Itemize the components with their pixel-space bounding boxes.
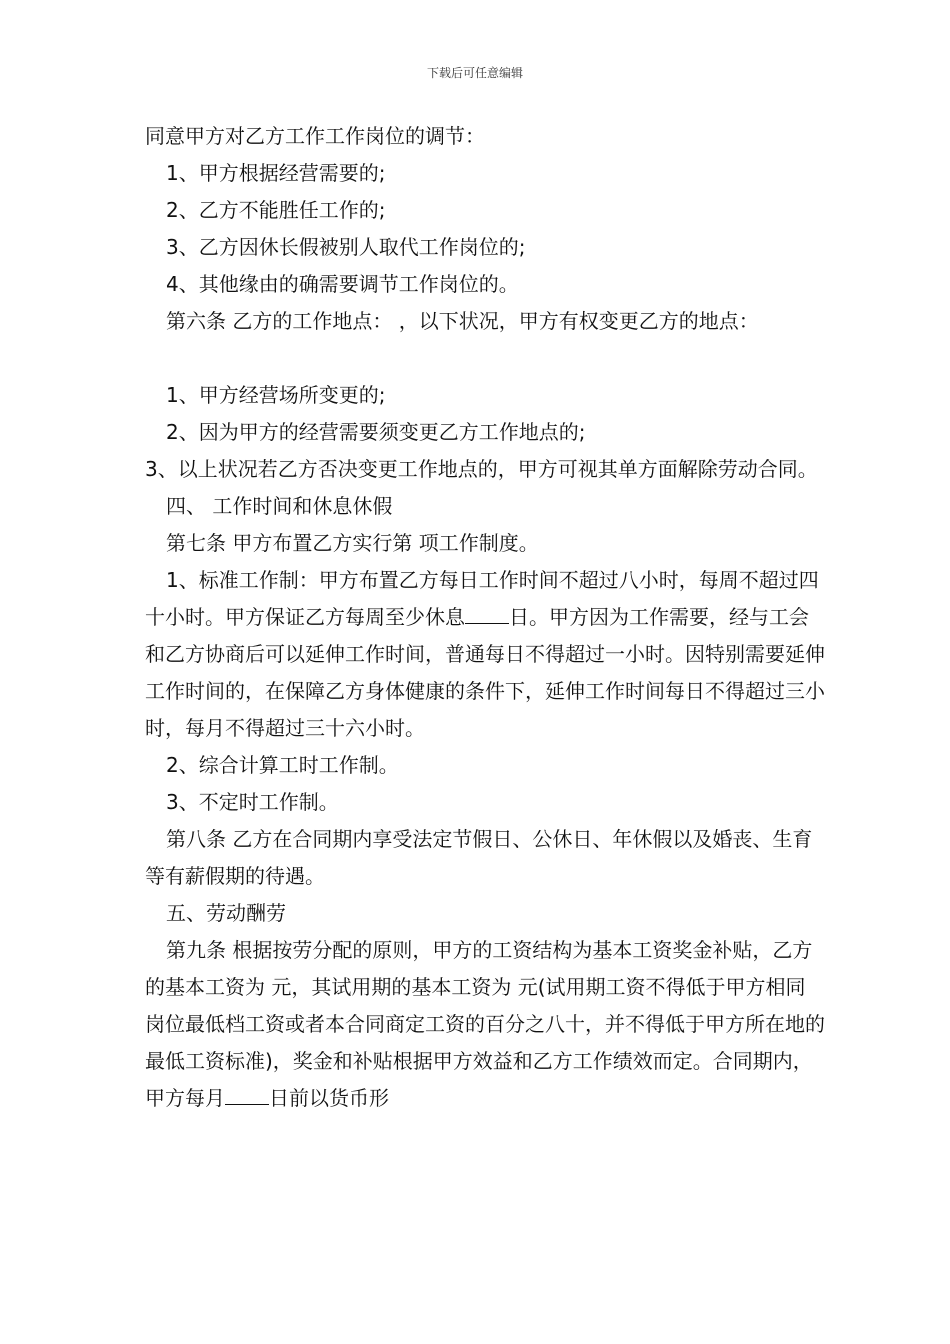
list-item: 2、综合计算工时工作制。	[166, 753, 399, 777]
paragraph-text: 1、标准工作制：甲方布置乙方每日工作时间不超过八小时，每周不超过四十小时。甲方保证乙方每周至少休息	[145, 568, 819, 629]
blank-line	[145, 340, 825, 377]
document-body	[145, 118, 825, 1117]
paragraph-text: 日。甲方因为工作需要，经与工会和乙方协商后可以延伸工作时间，普通每日不得超过一小时。因特别需要延伸工作时间的，在保障乙方身体健康的条件下，延伸工作时间每日不得超过三小时，每月不得超过三十六小时。	[145, 605, 825, 740]
list-item: 3、不定时工作制。	[166, 790, 339, 814]
paragraph: 同意甲方对乙方工作工作岗位的调节：	[145, 124, 485, 148]
paragraph-text: 日前以货币形	[269, 1086, 389, 1110]
list-item: 3、乙方因休长假被别人取代工作岗位的;	[166, 235, 526, 259]
section-heading: 四、 工作时间和休息休假	[166, 494, 393, 518]
list-item: 2、因为甲方的经营需要须变更乙方工作地点的;	[166, 420, 586, 444]
fill-blank	[225, 1084, 269, 1105]
article-seven: 第七条 甲方布置乙方实行第 项工作制度。	[166, 531, 539, 555]
list-item: 2、乙方不能胜任工作的;	[166, 198, 386, 222]
fill-blank	[465, 603, 509, 624]
list-item: 3、以上状况若乙方否决变更工作地点的，甲方可视其单方面解除劳动合同。	[145, 457, 818, 481]
list-item: 1、甲方根据经营需要的;	[166, 161, 386, 185]
article-nine	[145, 932, 825, 1117]
paragraph-text: 第九条 根据按劳分配的原则，甲方的工资结构为基本工资奖金补贴，乙方的基本工资为 元，其试用期的基本工资为 元(试用期工资不得低于甲方相同岗位最低档工资或者本合同商定工资的百分之八十，并不得低于甲方所在地的最低工资标准)，奖金和补贴根据甲方效益和乙方工作绩效而定。合同期内，甲方每月	[145, 938, 825, 1110]
page-header: 下载后可任意编辑	[426, 66, 523, 80]
standard-workday-paragraph	[145, 562, 825, 747]
article-six: 第六条 乙方的工作地点： ，以下状况，甲方有权变更乙方的地点：	[166, 309, 759, 333]
section-heading: 五、劳动酬劳	[166, 901, 286, 925]
list-item: 1、甲方经营场所变更的;	[166, 383, 386, 407]
article-eight: 第八条 乙方在合同期内享受法定节假日、公休日、年休假以及婚丧、生育等有薪假期的待遇。	[145, 827, 813, 888]
list-item: 4、其他缘由的确需要调节工作岗位的。	[166, 272, 519, 296]
